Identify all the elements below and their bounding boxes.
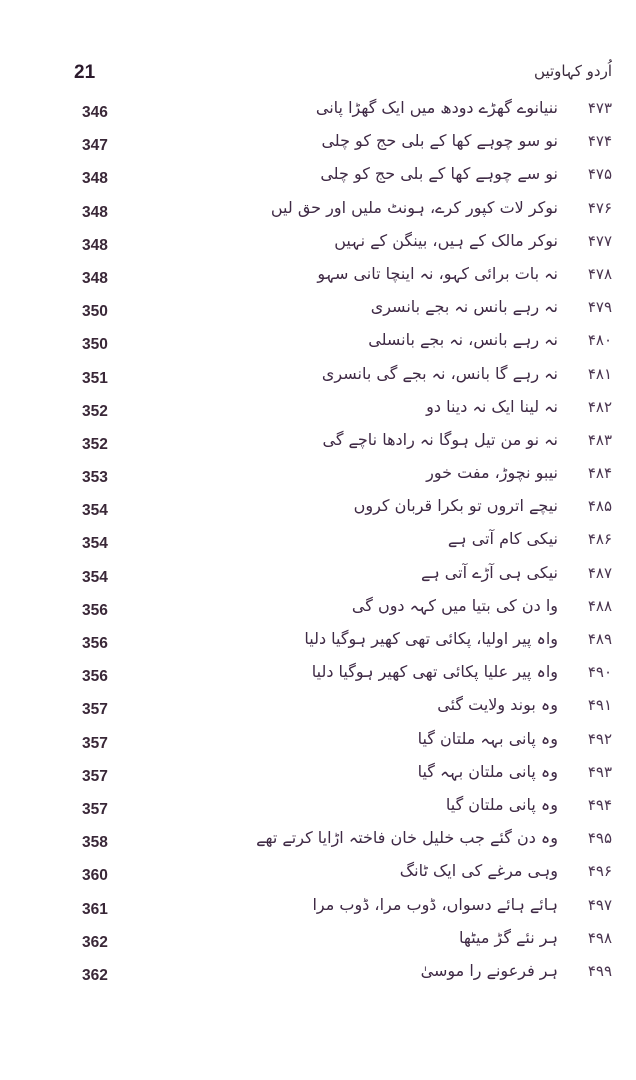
entry-title	[304, 629, 612, 648]
entry-text: نہ رہے بانس، نہ بجے بانسلی	[368, 330, 558, 350]
entry-number: ۴۹۷	[587, 895, 612, 914]
entry-number: ۴۷۳	[587, 99, 612, 117]
entry-text: وہی مرغے کی ایک ٹانگ	[399, 861, 558, 881]
entry-page-number: 357	[82, 701, 108, 719]
entry-number: ۴۸۸	[587, 596, 612, 615]
entry-text: ہائے ہائے دسواں، ڈوب مرا، ڈوب مرا	[312, 894, 558, 914]
entry-page-number: 350	[82, 303, 108, 321]
toc-row	[0, 861, 636, 894]
toc-row	[0, 264, 636, 297]
toc-row	[0, 529, 636, 562]
entry-title	[334, 231, 612, 250]
entry-text: وہ پانی ملتان بہہ گیا	[417, 761, 558, 781]
entry-page-number: 356	[82, 668, 108, 686]
entry-page-number: 357	[82, 734, 108, 752]
entry-title	[312, 895, 612, 914]
book-title: اُردو کہاوتیں	[534, 62, 612, 80]
entry-title	[400, 861, 612, 880]
entry-page-number: 356	[82, 601, 108, 619]
entry-page-number: 348	[82, 236, 108, 254]
entry-page-number: 357	[82, 800, 108, 818]
entry-text: نیچے اتروں تو بکرا قربان کروں	[353, 496, 558, 516]
entry-text: نہ لینا ایک نہ دینا دو	[426, 396, 558, 416]
entry-number: ۴۸۴	[587, 464, 612, 483]
entry-title	[421, 961, 612, 980]
toc-row	[0, 928, 636, 961]
entry-title	[371, 297, 612, 316]
entry-page-number: 348	[82, 269, 108, 287]
toc-row	[0, 795, 636, 828]
entry-title	[418, 762, 612, 781]
entry-number: ۴۸۰	[587, 331, 612, 350]
entry-text: وہ بوند ولایت گئی	[437, 695, 558, 715]
toc-row	[0, 563, 636, 596]
entry-number: ۴۹۳	[587, 762, 612, 781]
entry-number: ۴۷۵	[587, 165, 612, 184]
entry-title	[323, 430, 613, 449]
entry-text: نہ رہے گا بانس، نہ بجے گی بانسری	[321, 363, 558, 383]
entry-text: نیکی کام آتی ہے	[447, 529, 558, 549]
entry-text: واہ پیر علیا پکائی تھی کھیر ہوگیا دلیا	[311, 662, 558, 682]
entry-text: نو سو چوہے کھا کے بلی حج کو چلی	[321, 131, 558, 151]
entry-page-number: 361	[82, 900, 108, 918]
entry-number: ۴۸۹	[587, 630, 612, 648]
entry-number: ۴۷۴	[587, 132, 612, 151]
entry-number: ۴۷۶	[587, 198, 612, 217]
entry-title	[426, 463, 612, 482]
toc-row	[0, 98, 636, 131]
toc-row	[0, 231, 636, 264]
entry-text: نوکر لات کپور کرے، ہونٹ ملیں اور حق لیں	[270, 197, 558, 217]
entry-number: ۴۸۶	[587, 530, 612, 549]
entry-number: ۴۹۴	[587, 795, 612, 814]
entry-title	[448, 529, 612, 548]
toc-row	[0, 895, 636, 928]
entry-text: وہ پانی بہہ ملتان گیا	[417, 728, 558, 748]
toc-row	[0, 695, 636, 728]
entry-page-number: 358	[82, 834, 108, 852]
entry-title	[271, 198, 612, 217]
toc-row	[0, 463, 636, 496]
entry-title	[368, 330, 612, 349]
entry-number: ۴۷۸	[587, 264, 612, 283]
entry-title	[316, 98, 612, 117]
entry-title	[354, 496, 612, 515]
entry-page-number: 348	[82, 170, 108, 188]
toc-row	[0, 729, 636, 762]
entry-title	[459, 928, 612, 947]
entry-title	[321, 131, 612, 150]
toc-row	[0, 662, 636, 695]
entry-number: ۴۷۷	[587, 231, 612, 250]
entry-page-number: 346	[82, 104, 108, 121]
toc-row	[0, 164, 636, 197]
toc-row	[0, 828, 636, 861]
entry-text: ہر نئے گڑ میٹھا	[458, 927, 558, 947]
entry-text: واہ پیر اولیا، پکائی تھی کھیر ہوگیا دلیا	[304, 629, 558, 648]
toc-row	[0, 297, 636, 330]
entry-page-number: 352	[82, 402, 108, 420]
entry-text: نہ نو من تیل ہوگا نہ رادھا ناچے گی	[322, 429, 558, 449]
entry-title	[320, 164, 612, 183]
entry-number: ۴۸۱	[587, 364, 612, 383]
toc-row	[0, 629, 636, 662]
toc-row	[0, 364, 636, 397]
entry-page-number: 353	[82, 469, 108, 487]
entry-title	[317, 264, 612, 283]
entry-title	[421, 563, 612, 582]
table-of-contents	[0, 98, 636, 994]
entry-page-number: 360	[82, 867, 108, 885]
entry-text: نہ بات برائی کہو، نہ اینچا تانی سہو	[317, 263, 558, 283]
entry-text: نوکر مالک کے ہیں، بینگن کے نہیں	[334, 230, 558, 250]
toc-row	[0, 596, 636, 629]
entry-title	[418, 729, 612, 748]
toc-row	[0, 430, 636, 463]
entry-number: ۴۹۰	[587, 663, 612, 682]
page-header	[40, 62, 612, 88]
entry-title	[352, 596, 612, 615]
entry-title	[437, 695, 612, 714]
entry-page-number: 350	[82, 336, 108, 354]
entry-page-number: 362	[82, 966, 108, 984]
entry-page-number: 348	[82, 203, 108, 221]
entry-text: نیکی ہی آڑے آتی ہے	[420, 562, 558, 582]
entry-number: ۴۸۳	[587, 430, 612, 449]
entry-page-number: 354	[82, 568, 108, 586]
toc-row	[0, 131, 636, 164]
toc-row	[0, 397, 636, 430]
entry-number: ۴۸۵	[587, 497, 612, 516]
entry-title	[426, 397, 612, 416]
toc-row	[0, 198, 636, 231]
entry-text: وہ پانی ملتان گیا	[445, 794, 558, 814]
toc-row	[0, 330, 636, 363]
entry-number: ۴۹۵	[587, 829, 612, 848]
entry-title	[312, 662, 612, 681]
entry-title	[256, 828, 612, 847]
entry-number: ۴۸۷	[587, 563, 612, 582]
entry-number: ۴۹۱	[587, 696, 612, 715]
entry-text: نیبو نچوڑ، مفت خور	[426, 463, 558, 483]
entry-text: ہر فرعونے را موسیٰ	[420, 960, 558, 980]
entry-page-number: 352	[82, 435, 108, 453]
entry-title	[322, 364, 612, 383]
entry-number: ۴۷۹	[587, 298, 612, 317]
entry-text: نو سے چوہے کھا کے بلی حج کو چلی	[320, 164, 558, 184]
entry-page-number: 351	[82, 369, 108, 387]
entry-number: ۴۹۲	[587, 729, 612, 748]
toc-row	[0, 762, 636, 795]
page-number: 21	[74, 62, 96, 83]
entry-page-number: 354	[82, 535, 108, 553]
entry-page-number: 347	[82, 137, 108, 155]
toc-row	[0, 496, 636, 529]
entry-number: ۴۸۲	[587, 397, 612, 416]
toc-row	[0, 961, 636, 994]
entry-text: ننیانوے گھڑے دودھ میں ایک گھڑا پانی	[315, 98, 558, 117]
entry-title	[446, 795, 612, 814]
entry-page-number: 362	[82, 933, 108, 951]
entry-number: ۴۹۹	[587, 961, 612, 980]
entry-text: وہ دن گئے جب خلیل خان فاختہ اڑایا کرتے تھے	[256, 828, 558, 848]
entry-text: نہ رہے بانس نہ بجے بانسری	[370, 297, 558, 317]
entry-number: ۴۹۸	[587, 928, 612, 947]
entry-page-number: 357	[82, 767, 108, 785]
entry-page-number: 356	[82, 635, 108, 652]
entry-page-number: 354	[82, 502, 108, 520]
entry-text: وا دن کی بتیا میں کہہ دوں گی	[351, 595, 558, 615]
entry-number: ۴۹۶	[587, 862, 612, 881]
